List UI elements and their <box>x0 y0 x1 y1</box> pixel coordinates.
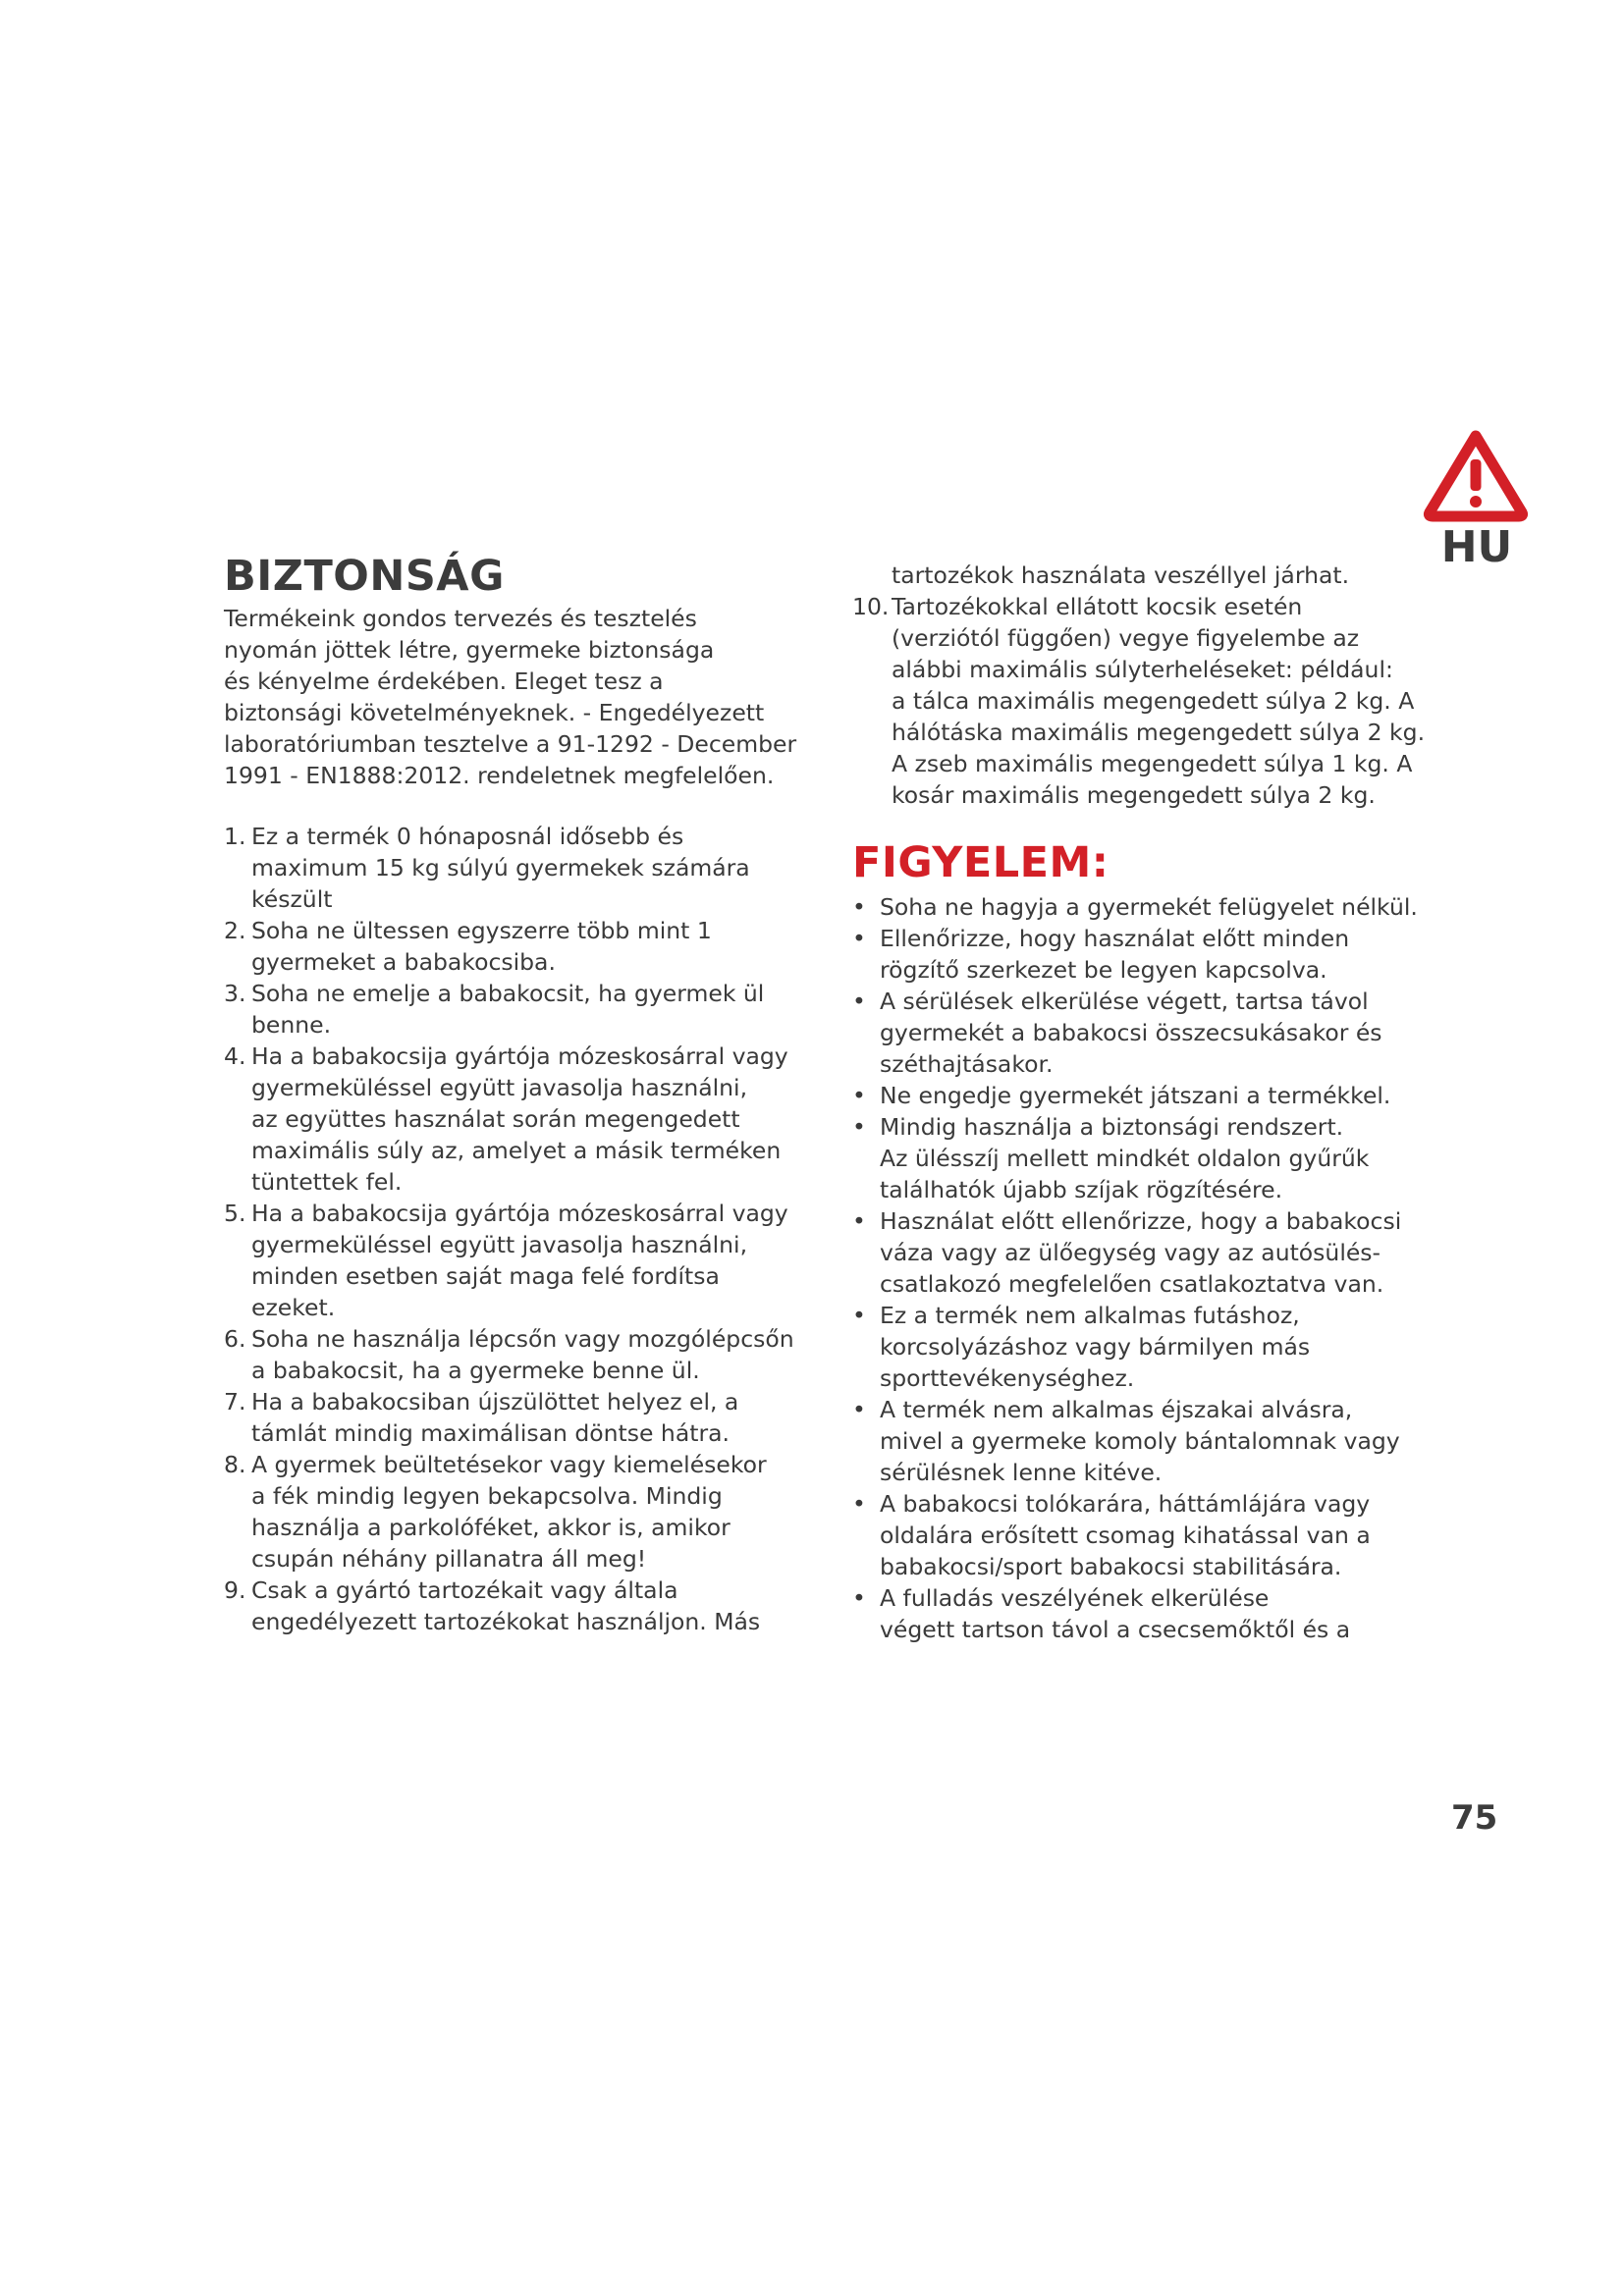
intro-line: laboratóriumban tesztelve a 91-1292 - December <box>224 730 797 758</box>
list-item <box>852 1488 1422 1582</box>
item-line: tartozékok használata veszéllyel járhat. <box>892 561 1350 589</box>
warning-badge <box>1422 428 1530 575</box>
item-line: Ha a babakocsija gyártója mózeskosárral vagy <box>251 1200 788 1227</box>
item-line: A gyermek beültetésekor vagy kiemelésekor <box>251 1451 767 1478</box>
item-number: 5. <box>224 1200 246 1227</box>
item-line: Soha ne hagyja a gyermekét felügyelet nélkül. <box>880 893 1418 921</box>
list-item <box>224 1386 793 1449</box>
bullet-icon: • <box>852 1396 866 1423</box>
item-line: gyermeküléssel együtt javasolja használni, <box>251 1074 748 1101</box>
list-item <box>224 915 793 978</box>
item-line: a babakocsit, ha a gyermeke benne ül. <box>251 1357 700 1384</box>
item-line: Ez a termék 0 hónaposnál idősebb és <box>251 823 684 850</box>
safety-list <box>224 821 793 1637</box>
item-line: Használat előtt ellenőrizze, hogy a babakocsi <box>880 1207 1402 1235</box>
item-9-continuation <box>852 560 1422 591</box>
list-item <box>852 891 1422 923</box>
page-number: 75 <box>1451 1798 1498 1838</box>
item-line: a tálca maximális megengedett súlya 2 kg. A <box>892 687 1415 715</box>
item-line: Soha ne használja lépcsőn vagy mozgólépcsőn <box>251 1325 794 1353</box>
item-number: 10. <box>852 593 890 620</box>
list-item <box>852 1111 1422 1205</box>
intro-line: nyomán jöttek létre, gyermeke biztonsága <box>224 636 715 664</box>
item-line: alábbi maximális súlyterheléseket: például: <box>892 656 1393 683</box>
intro-line: 1991 - EN1888:2012. rendeletnek megfelelően. <box>224 762 775 789</box>
bullet-icon: • <box>852 1584 866 1612</box>
item-line: Ellenőrizze, hogy használat előtt minden <box>880 925 1350 952</box>
item-line: széthajtásakor. <box>880 1050 1054 1078</box>
item-line: tüntettek fel. <box>251 1168 403 1196</box>
item-line: használja a parkolóféket, akkor is, amikor <box>251 1514 731 1541</box>
item-number: 1. <box>224 823 246 850</box>
item-number: 4. <box>224 1042 246 1070</box>
list-item <box>852 1080 1422 1111</box>
bullet-icon: • <box>852 1113 866 1141</box>
item-line: találhatók újabb szíjak rögzítésére. <box>880 1176 1283 1203</box>
list-item <box>852 923 1422 986</box>
item-line: A termék nem alkalmas éjszakai alvásra, <box>880 1396 1353 1423</box>
item-number: 8. <box>224 1451 246 1478</box>
bullet-icon: • <box>852 893 866 921</box>
bullet-icon: • <box>852 1082 866 1109</box>
list-item <box>852 1205 1422 1300</box>
item-line: Soha ne emelje a babakocsit, ha gyermek ül <box>251 980 765 1007</box>
warning-list <box>852 891 1422 1645</box>
bullet-icon: • <box>852 1302 866 1329</box>
list-item <box>852 1582 1422 1645</box>
item-line: kosár maximális megengedett súlya 2 kg. <box>892 781 1376 809</box>
item-line: benne. <box>251 1011 332 1039</box>
intro-line: Termékeink gondos tervezés és tesztelés <box>224 605 697 632</box>
list-item <box>852 591 1426 811</box>
intro-line: és kényelme érdekében. Eleget tesz a <box>224 667 664 695</box>
item-line: gyermeküléssel együtt javasolja használni, <box>251 1231 748 1258</box>
item-line: mivel a gyermeke komoly bántalomnak vagy <box>880 1427 1400 1455</box>
section-title-safety: BIZTONSÁG <box>224 552 505 601</box>
list-item <box>224 1041 793 1198</box>
list-item <box>224 1323 793 1386</box>
item-line: végett tartson távol a csecsemőktől és a <box>880 1616 1351 1643</box>
item-line: Soha ne ültessen egyszerre több mint 1 <box>251 917 712 944</box>
section-title-warning: FIGYELEM: <box>852 838 1110 887</box>
list-item <box>224 821 793 915</box>
item-number: 2. <box>224 917 246 944</box>
warning-triangle-icon <box>1422 428 1530 522</box>
item-number: 7. <box>224 1388 246 1415</box>
list-item <box>224 978 793 1041</box>
item-line: az együttes használat során megengedett <box>251 1105 740 1133</box>
item-number: 6. <box>224 1325 246 1353</box>
item-line: maximum 15 kg súlyú gyermekek számára <box>251 854 750 881</box>
item-number: 9. <box>224 1576 246 1604</box>
item-line: (verziótól függően) vegye figyelembe az <box>892 624 1360 652</box>
language-code: HU <box>1440 522 1513 572</box>
item-line: a fék mindig legyen bekapcsolva. Mindig <box>251 1482 723 1510</box>
item-line: A babakocsi tolókarára, háttámlájára vagy <box>880 1490 1371 1518</box>
list-item <box>852 986 1422 1080</box>
item-line: sérülésnek lenne kitéve. <box>880 1459 1163 1486</box>
item-line: Ne engedje gyermekét játszani a termékkel. <box>880 1082 1391 1109</box>
item-line: csupán néhány pillanatra áll meg! <box>251 1545 647 1573</box>
bullet-icon: • <box>852 925 866 952</box>
list-item <box>852 1394 1422 1488</box>
item-line: oldalára erősített csomag kihatással van a <box>880 1522 1371 1549</box>
item-line: gyermekét a babakocsi összecsukásakor és <box>880 1019 1382 1046</box>
item-line: A fulladás veszélyének elkerülése <box>880 1584 1270 1612</box>
list-item <box>224 1449 793 1575</box>
intro-line: biztonsági követelményeknek. - Engedélyezett <box>224 699 765 726</box>
list-item <box>224 1575 793 1637</box>
list-item <box>852 1300 1422 1394</box>
right-column <box>852 560 1426 1645</box>
bullet-icon: • <box>852 1207 866 1235</box>
item-line: Ha a babakocsiban újszülöttet helyez el, a <box>251 1388 739 1415</box>
item-line: hálótáska maximális megengedett súlya 2 kg. <box>892 719 1426 746</box>
item-line: Ez a termék nem alkalmas futáshoz, <box>880 1302 1300 1329</box>
item-line: csatlakozó megfelelően csatlakoztatva van. <box>880 1270 1384 1298</box>
left-column <box>224 552 797 1637</box>
item-number: 3. <box>224 980 246 1007</box>
item-line: Mindig használja a biztonsági rendszert. <box>880 1113 1344 1141</box>
item-line: Az ülésszíj mellett mindkét oldalon gyűrűk <box>880 1145 1370 1172</box>
item-line: támlát mindig maximálisan döntse hátra. <box>251 1419 730 1447</box>
item-line: gyermeket a babakocsiba. <box>251 948 556 976</box>
item-line: ezeket. <box>251 1294 336 1321</box>
item-line: Csak a gyártó tartozékait vagy általa <box>251 1576 678 1604</box>
item-line: engedélyezett tartozékokat használjon. Más <box>251 1608 761 1635</box>
item-line: minden esetben saját maga felé fordítsa <box>251 1262 720 1290</box>
item-line: Ha a babakocsija gyártója mózeskosárral vagy <box>251 1042 788 1070</box>
item-line: váza vagy az ülőegység vagy az autósülés- <box>880 1239 1381 1266</box>
item-line: maximális súly az, amelyet a másik terméken <box>251 1137 782 1164</box>
bullet-icon: • <box>852 1490 866 1518</box>
item-line: babakocsi/sport babakocsi stabilitására. <box>880 1553 1342 1580</box>
item-line: készült <box>251 885 333 913</box>
item-line: A zseb maximális megengedett súlya 1 kg. A <box>892 750 1413 777</box>
item-line: sporttevékenységhez. <box>880 1364 1135 1392</box>
intro-paragraph <box>224 603 797 791</box>
item-line: korcsolyázáshoz vagy bármilyen más <box>880 1333 1311 1361</box>
item-line: rögzítő szerkezet be legyen kapcsolva. <box>880 956 1327 984</box>
item-line: Tartozékokkal ellátott kocsik esetén <box>892 593 1303 620</box>
item-line: A sérülések elkerülése végett, tartsa távol <box>880 988 1369 1015</box>
bullet-icon: • <box>852 988 866 1015</box>
list-item <box>224 1198 793 1323</box>
